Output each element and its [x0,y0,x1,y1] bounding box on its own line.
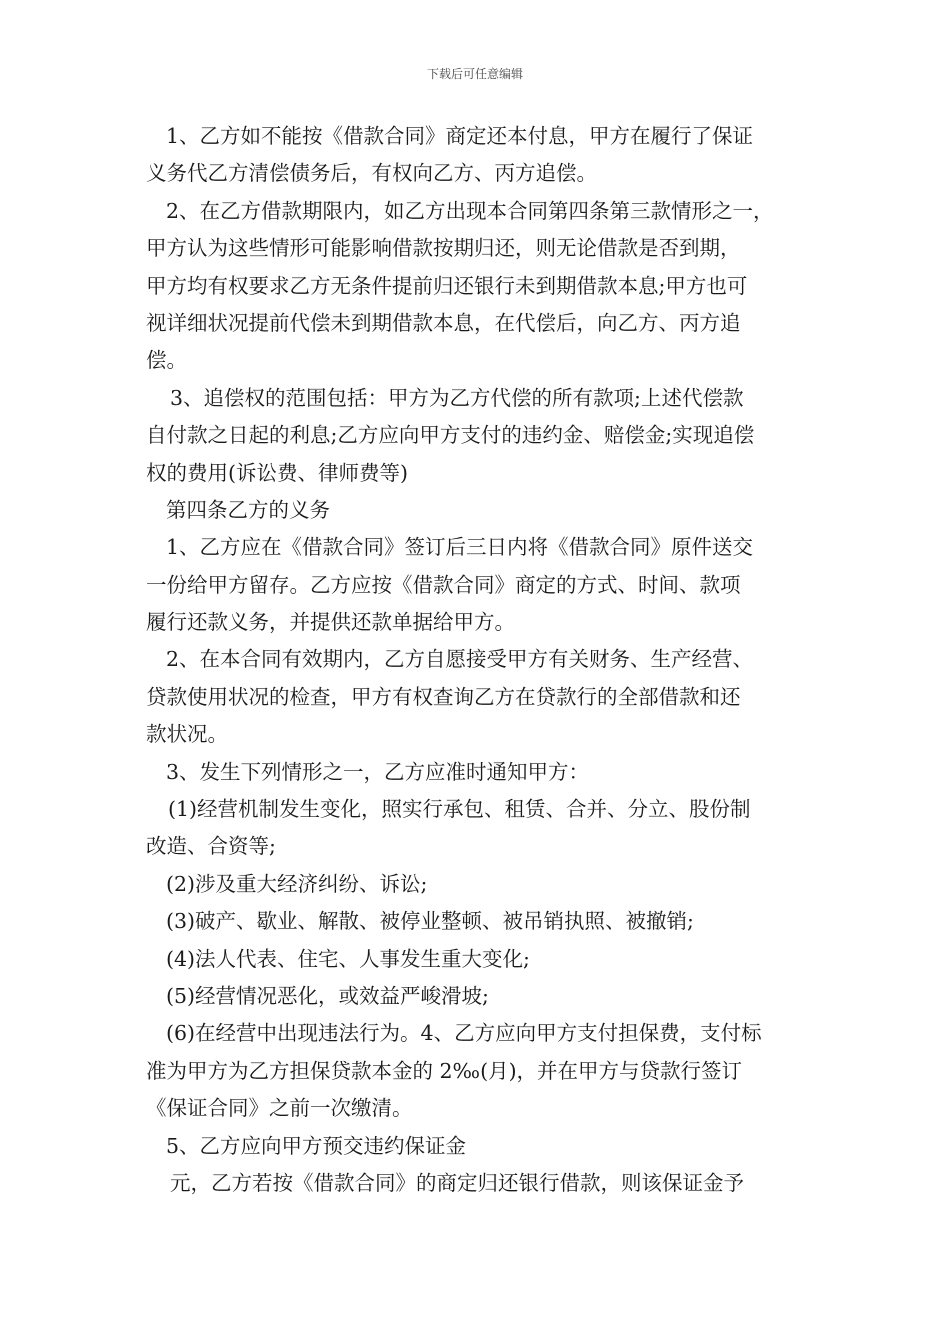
list-item-line: (4)法人代表、住宅、人事发生重大变化; [166,946,530,971]
paragraph-line: 1、乙方应在《借款合同》签订后三日内将《借款合同》原件送交 [166,535,754,560]
list-item-line: (3)破产、歇业、解散、被停业整顿、被吊销执照、被撤销; [166,909,694,934]
list-item-line: (6)在经营中出现违法行为。4、乙方应向甲方支付担保费，支付标 [166,1021,762,1046]
paragraph-line: 自付款之日起的利息;乙方应向甲方支付的违约金、赔偿金;实现追偿 [146,423,755,448]
paragraph-line: 甲方认为这些情形可能影响借款按期归还，则无论借款是否到期， [146,236,741,261]
section-heading: 第四条乙方的义务 [166,497,330,522]
paragraph-line: 视详细状况提前代偿未到期借款本息，在代偿后，向乙方、丙方追 [146,310,741,335]
paragraph-line: 1、乙方如不能按《借款合同》商定还本付息，甲方在履行了保证 [166,124,754,148]
list-item-line: (5)经营情况恶化，或效益严峻滑坡; [166,983,489,1008]
paragraph-line: 2、在乙方借款期限内，如乙方出现本合同第四条第三款情形之一， [166,198,774,223]
paragraph-line: 款状况。 [146,722,228,747]
paragraph-line: 偿。 [146,348,187,373]
list-item-line: (1)经营机制发生变化，照实行承包、租赁、合并、分立、股份制 [168,797,751,822]
paragraph-line: 履行还款义务，并提供还款单据给甲方。 [146,610,515,635]
page-header: 下载后可任意编辑 [426,67,523,81]
paragraph-line: 《保证合同》之前一次缴清。 [146,1096,413,1121]
list-item-line: (2)涉及重大经济纠纷、诉讼; [166,871,428,896]
paragraph-line: 2、在本合同有效期内，乙方自愿接受甲方有关财务、生产经营、 [166,647,754,672]
paragraph-line: 准为甲方为乙方担保贷款本金的 2‰(月)，并在甲方与贷款行签订 [146,1058,743,1083]
paragraph-line: 一份给甲方留存。乙方应按《借款合同》商定的方式、时间、款项 [146,572,741,597]
list-item-line: 改造、合资等; [146,834,276,859]
paragraph-line: 贷款使用状况的检查，甲方有权查询乙方在贷款行的全部借款和还 [146,684,741,709]
paragraph-line: 权的费用(诉讼费、律师费等) [146,460,408,485]
document-body [146,118,818,1202]
paragraph-line: 3、发生下列情形之一，乙方应准时通知甲方： [166,759,590,784]
paragraph-line: 甲方均有权要求乙方无条件提前归还银行未到期借款本息;甲方也可 [146,273,748,298]
paragraph-line: 元，乙方若按《借款合同》的商定归还银行借款，则该保证金予 [170,1170,744,1195]
paragraph-line: 义务代乙方清偿债务后，有权向乙方、丙方追偿。 [146,161,597,186]
paragraph-line: 5、乙方应向甲方预交违约保证金 [166,1133,467,1158]
paragraph-line: 3、追偿权的范围包括：甲方为乙方代偿的所有款项;上述代偿款 [170,385,744,410]
